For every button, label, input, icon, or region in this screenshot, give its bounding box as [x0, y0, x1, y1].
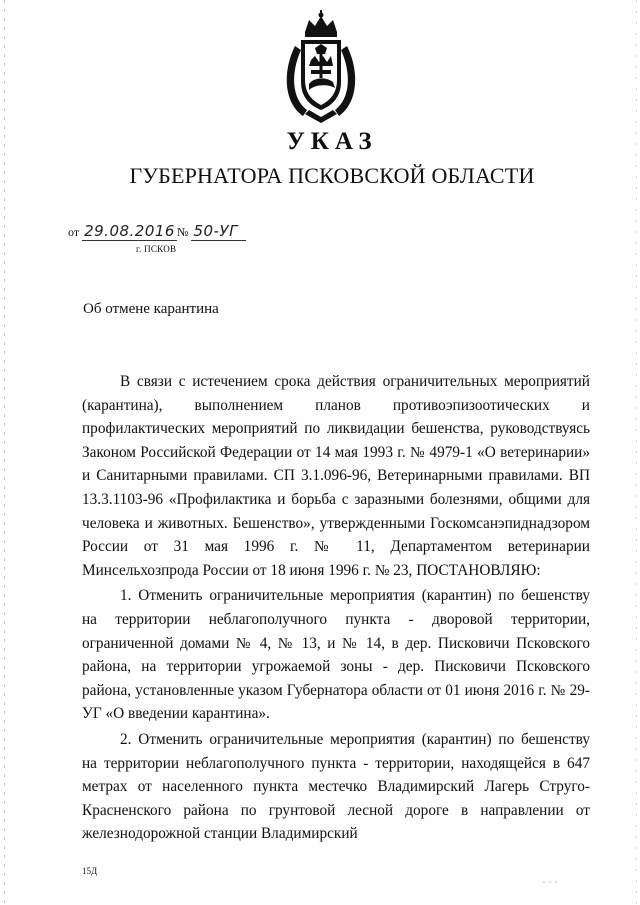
- date-field: [82, 222, 177, 241]
- list-item: 2. Отменить ограничительные мероприятия (карантин) по бешенству на территории неблагополучного пункта - территории, находящейся в 647 метрах от населенного пункта местечко Владимирский Лагерь Струго-Красненского района по грунтовой лесной дороге в направлении от железнодорожной станции Владимирский: [82, 730, 590, 843]
- preamble-paragraph: В связи с истечением срока действия ограничительных мероприятий (карантина), выполнением планов противоэпизоотических и профилактических мероприятий по ликвидации бешенства, руководствуясь Законом Российской Федерации от 14 мая 1993 г. № 4979-1 «О ветеринарии» и Санитарными правилами. СП 3.1.096-96, Ветеринарными правилами. ВП 13.3.1103-96 «Профилактика и борьба с заразными болезнями, общими для человека и животных. Бешенство», утвержденными Госкомсанэпиднадзором России от 31 мая 1996 г. № 11, Департаментом ветеринарии Минсельхозпрода России от 18 июня 1996 г. № 23, ПОСТАНОВЛЯЮ:: [82, 373, 590, 579]
- decree-title: УКАЗ: [286, 128, 378, 155]
- number-value: 50-УГ: [193, 222, 238, 240]
- page-code: 15Д: [82, 866, 98, 876]
- pskov-oblast-coat-of-arms-icon: [281, 10, 361, 125]
- scan-artifact: [541, 879, 559, 885]
- decree-body: [82, 370, 590, 846]
- number-prefix: №: [176, 225, 189, 239]
- registration-line: [68, 222, 246, 241]
- issuer-title: ГУБЕРНАТОРА ПСКОВСКОЙ ОБЛАСТИ: [129, 163, 535, 188]
- decree-subject: Об отмене карантина: [83, 301, 219, 317]
- list-item: 1. Отменить ограничительные мероприятия (карантин) по бешенству на территории неблагополучного пункта - дворовой территории, ограниченной домами № 4, № 13, и № 14, в дер. Писковичи Псковского района, на территории угрожаемой зоны - дер. Писковичи Псковского района, установленные указом Губернатора области от 01 июня 2016 г. № 29-УГ «О введении карантина».: [82, 587, 590, 723]
- date-prefix: от: [68, 225, 80, 239]
- city-label: г. ПСКОВ: [136, 244, 177, 254]
- date-value: 29.08.2016: [84, 222, 175, 240]
- number-field: [191, 222, 246, 241]
